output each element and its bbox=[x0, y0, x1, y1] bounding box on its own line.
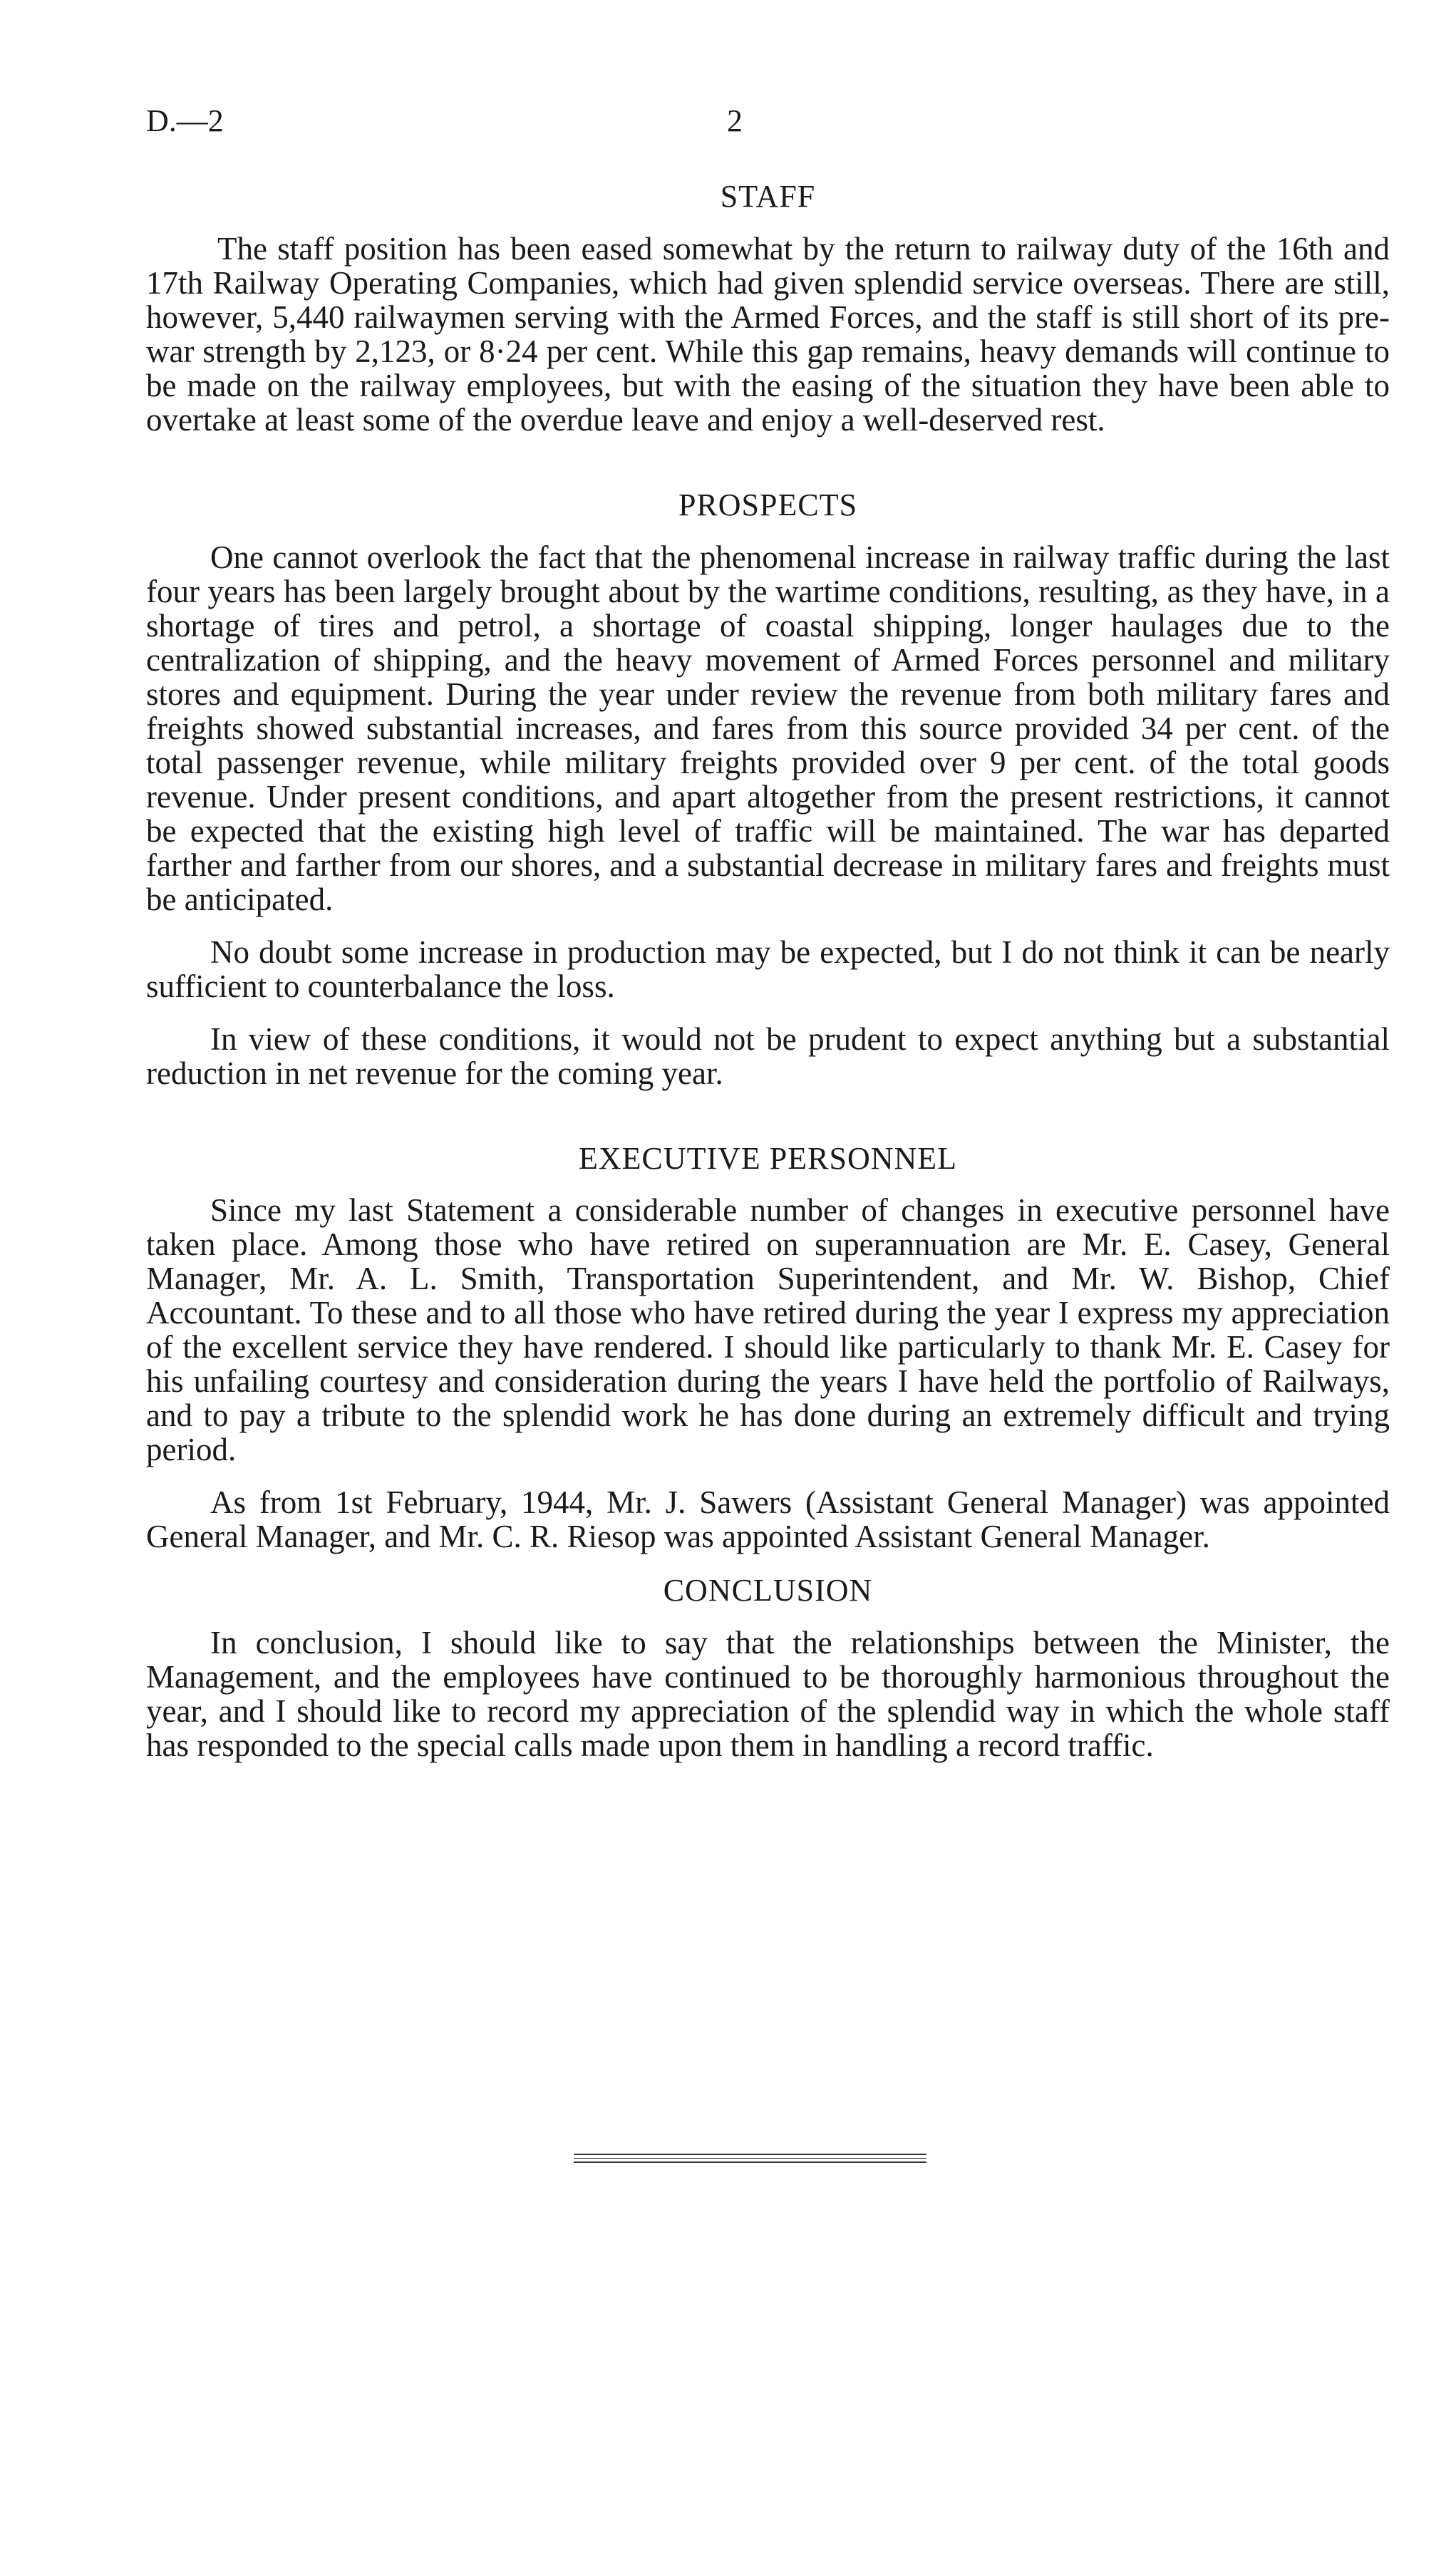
section-heading-prospects: PROSPECTS bbox=[678, 487, 858, 522]
section-executive-personnel bbox=[146, 1140, 1390, 1554]
section-staff bbox=[146, 178, 1390, 437]
document-body bbox=[146, 178, 1390, 1812]
rule-line bbox=[574, 2154, 926, 2155]
page-number: 2 bbox=[727, 103, 743, 138]
section-heading-conclusion: CONCLUSION bbox=[663, 1573, 873, 1608]
paragraph: In view of these conditions, it would not be prudent to expect anything but a substantial reduction in net revenue for the coming year. bbox=[146, 1021, 1390, 1091]
rule-line bbox=[574, 2161, 926, 2163]
paragraph: One cannot overlook the fact that the phenomenal increase in railway traffic during the last four years has been largely brought about by the wartime conditions, resulting, as they have, in a shortage of tires and petrol, a shortage of coastal shipping, longer haulages due to the centralization of shipping, and the heavy movement of Armed Forces personnel and military stores and equipment. During the year under review the revenue from both military fares and freights showed substantial increases, and fares from this source provided 34 per cent. of the total passenger revenue, while military freights provided over 9 per cent. of the total goods revenue. Under present conditions, and apart altogether from the present restrictions, it cannot be expected that the existing high level of traffic will be maintained. The war has departed farther and farther from our shores, and a substantial decrease in military fares and freights must be anticipated. bbox=[146, 539, 1390, 917]
section-heading-staff: STAFF bbox=[720, 179, 816, 214]
closing-rule bbox=[574, 2154, 926, 2164]
paragraph: No doubt some increase in production may be expected, but I do not think it can be nearly sufficient to counterbalance the loss. bbox=[146, 934, 1390, 1004]
paragraph: As from 1st February, 1944, Mr. J. Sawers (Assistant General Manager) was appointed General Manager, and Mr. C. R. Riesop was appointed Assistant General Manager. bbox=[146, 1484, 1390, 1555]
section-heading-executive-personnel: EXECUTIVE PERSONNEL bbox=[578, 1140, 958, 1176]
paragraph: In conclusion, I should like to say that the relationships between the Minister, the Management, and the employees have continued to be thoroughly harmonious throughout the year, and I should like to record my appreciation of the splendid way in which the whole staff has responded to the special calls made upon them in handling a record traffic. bbox=[146, 1625, 1390, 1764]
rule-line bbox=[574, 2158, 926, 2159]
paragraph: Since my last Statement a considerable number of changes in executive personnel have taken place. Among those who have retired on superannuation are Mr. E. Casey, General Manager, Mr. A. L. Smith, Transportation Superintendent, and Mr. W. Bishop, Chief Accountant. To these and to all those who have retired during the year I express my appreciation of the excellent service they have rendered. I should like particularly to thank Mr. E. Casey for his unfailing courtesy and consideration during the years I have held the portfolio of Railways, and to pay a tribute to the splendid work he has done during an extremely difficult and trying period. bbox=[146, 1192, 1390, 1468]
section-conclusion bbox=[146, 1572, 1390, 1762]
paragraph: The staff position has been eased somewhat by the return to railway duty of the 16th and 17th Railway Operating Companies, which had given splendid service overseas. There are still, however, 5,440 railwaymen serving with the Armed Forces, and the staff is still short of its pre-war strength by 2,123, or 8·24 per cent. While this gap remains, heavy demands will continue to be made on the railway employees, but with the easing of the situation they have been able to overtake at least some of the overdue leave and enjoy a well-deserved rest. bbox=[146, 230, 1390, 438]
page-reference: D.—2 bbox=[146, 103, 224, 138]
section-prospects bbox=[146, 487, 1390, 1090]
